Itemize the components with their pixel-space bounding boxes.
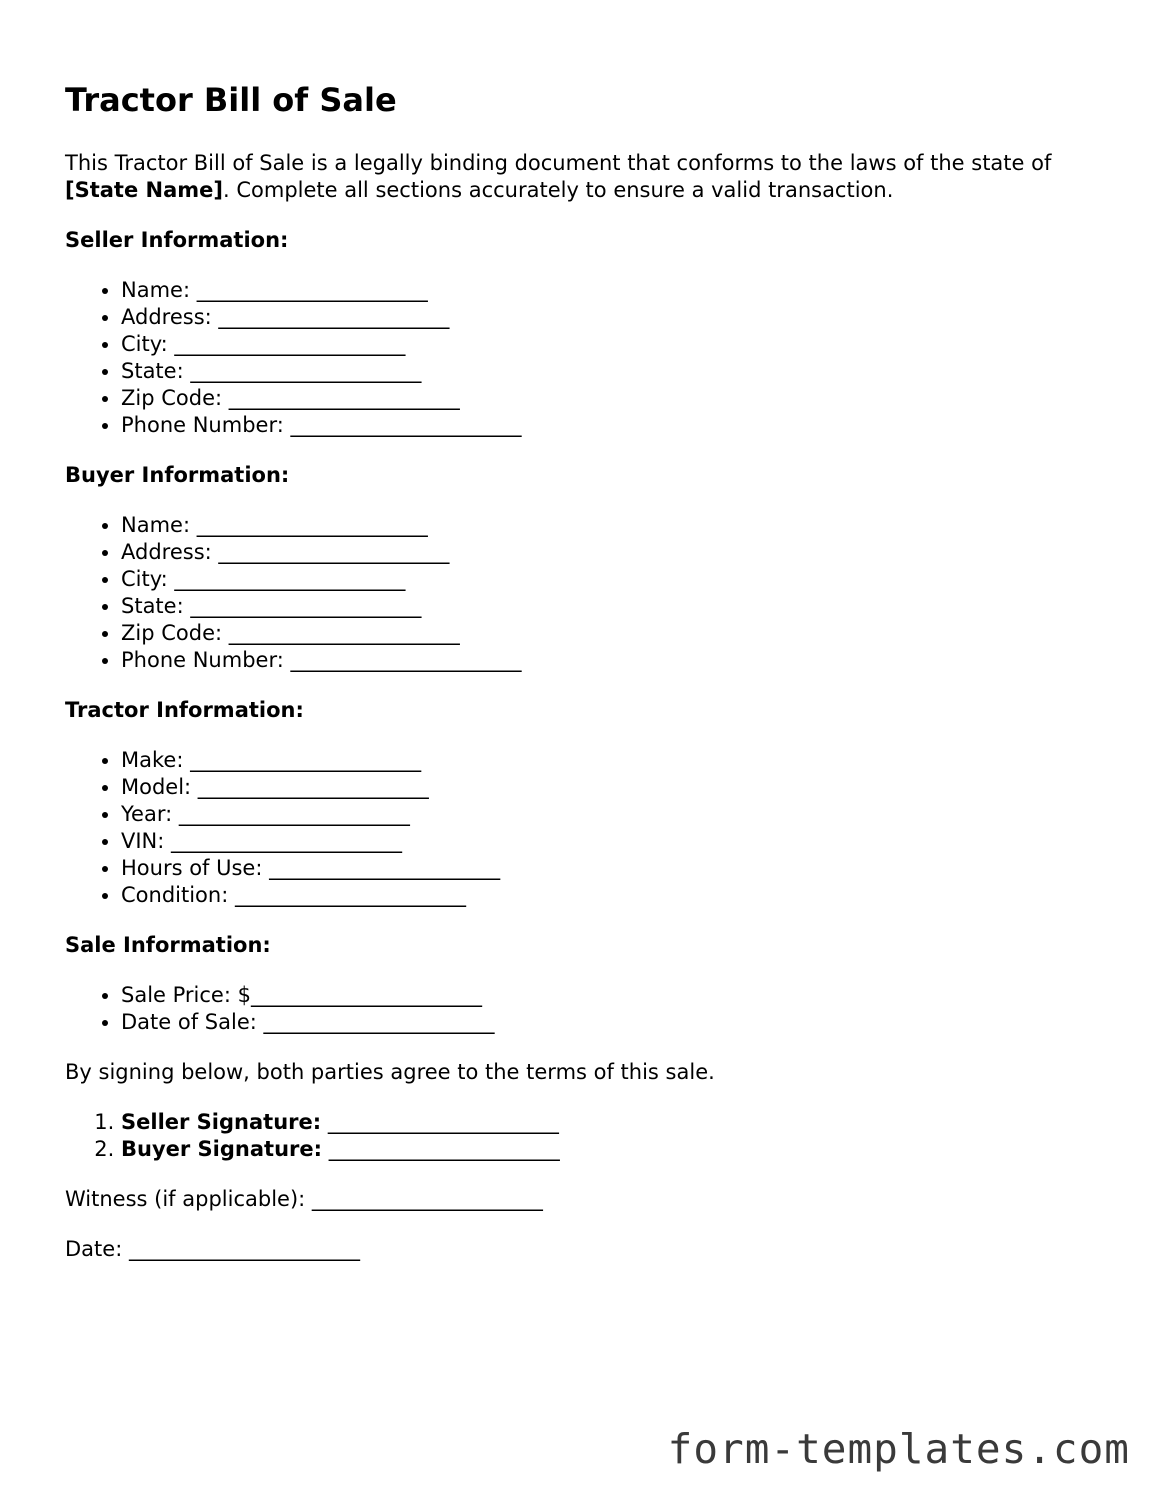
tractor-condition-field: • Condition: ______________________ xyxy=(121,882,1125,909)
seller-heading: Seller Information: xyxy=(65,228,289,252)
date-line: Date: ______________________ xyxy=(65,1237,360,1261)
tractor-vin-field: • VIN: ______________________ xyxy=(121,828,1125,855)
signature-list xyxy=(65,1109,1125,1163)
intro-paragraph xyxy=(65,150,1125,204)
agreement-statement: By signing below, both parties agree to the terms of this sale. xyxy=(65,1060,715,1084)
buyer-name-field: • Name: ______________________ xyxy=(121,512,1125,539)
seller-signature-blank: ______________________ xyxy=(321,1110,559,1134)
seller-field-list xyxy=(65,277,1125,439)
intro-text-after: . Complete all sections accurately to ensure a valid transaction. xyxy=(223,178,894,202)
seller-signature-line xyxy=(121,1109,1125,1136)
document-title: Tractor Bill of Sale xyxy=(65,81,397,119)
state-name-placeholder: [State Name] xyxy=(65,178,223,202)
witness-line: Witness (if applicable): ______________________ xyxy=(65,1187,543,1211)
tractor-hours-field: • Hours of Use: ______________________ xyxy=(121,855,1125,882)
sale-date-field: • Date of Sale: ______________________ xyxy=(121,1009,1125,1036)
seller-state-field: • State: ______________________ xyxy=(121,358,1125,385)
tractor-field-list xyxy=(65,747,1125,909)
intro-text-before: This Tractor Bill of Sale is a legally binding document that conforms to the laws of the state of xyxy=(65,151,1052,175)
seller-signature-label: Seller Signature: xyxy=(121,1110,322,1134)
tractor-make-field: • Make: ______________________ xyxy=(121,747,1125,774)
buyer-signature-line xyxy=(121,1136,1125,1163)
tractor-heading: Tractor Information: xyxy=(65,698,304,722)
buyer-field-list xyxy=(65,512,1125,674)
seller-name-field: • Name: ______________________ xyxy=(121,277,1125,304)
seller-city-field: • City: ______________________ xyxy=(121,331,1125,358)
tractor-model-field: • Model: ______________________ xyxy=(121,774,1125,801)
buyer-signature-blank: ______________________ xyxy=(322,1137,560,1161)
buyer-phone-field: • Phone Number: ______________________ xyxy=(121,647,1125,674)
watermark-logo: form-templates.com xyxy=(667,1425,1130,1473)
buyer-state-field: • State: ______________________ xyxy=(121,593,1125,620)
seller-zip-field: • Zip Code: ______________________ xyxy=(121,385,1125,412)
tractor-year-field: • Year: ______________________ xyxy=(121,801,1125,828)
buyer-heading: Buyer Information: xyxy=(65,463,290,487)
buyer-city-field: • City: ______________________ xyxy=(121,566,1125,593)
seller-address-field: • Address: ______________________ xyxy=(121,304,1125,331)
sale-field-list xyxy=(65,982,1125,1036)
buyer-address-field: • Address: ______________________ xyxy=(121,539,1125,566)
document-page xyxy=(65,80,1125,1286)
buyer-zip-field: • Zip Code: ______________________ xyxy=(121,620,1125,647)
buyer-signature-label: Buyer Signature: xyxy=(121,1137,323,1161)
seller-phone-field: • Phone Number: ______________________ xyxy=(121,412,1125,439)
sale-heading: Sale Information: xyxy=(65,933,271,957)
sale-price-field: • Sale Price: $______________________ xyxy=(121,982,1125,1009)
